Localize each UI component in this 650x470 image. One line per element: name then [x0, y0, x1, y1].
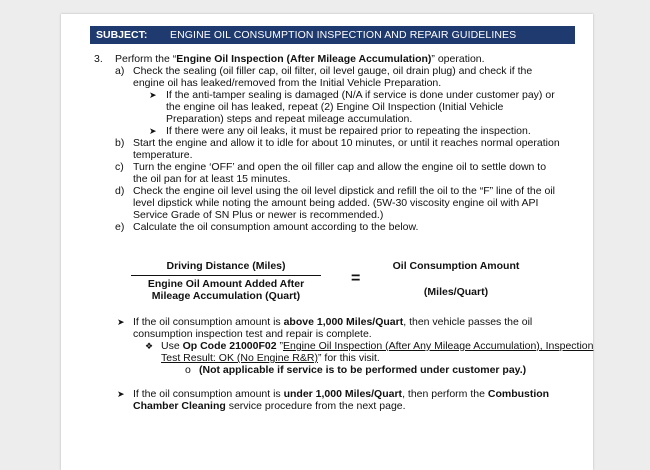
step-number: 3. [94, 53, 103, 65]
item-a-line1: Check the sealing (oil filler cap, oil filter, oil level gauge, oil drain plug) and check if the [133, 65, 533, 77]
arrow-bullet-icon: ➤ [149, 90, 157, 100]
item-e-label: e) [115, 221, 125, 233]
subject-title: ENGINE OIL CONSUMPTION INSPECTION AND REPAIR GUIDELINES [170, 29, 517, 41]
item-c-line1: Turn the engine ‘OFF’ and open the oil filler cap and allow the engine oil to settle down to [133, 161, 547, 173]
step3-operation-name: Engine Oil Inspection (After Mileage Accumulation) [176, 53, 432, 65]
item-c-line2: the oil pan for at least 15 minutes. [133, 173, 291, 185]
item-d-label: d) [115, 185, 125, 197]
circle-bullet-icon: o [185, 364, 191, 376]
diamond-bullet-icon: ❖ [145, 341, 154, 351]
item-a-sub1-line3: Preparation) steps and repeat mileage accumulation. [166, 113, 413, 125]
subject-bar [90, 26, 575, 44]
formula-denominator-line1: Engine Oil Amount Added After [147, 278, 305, 290]
item-c-label: c) [115, 161, 124, 173]
customer-pay-note: (Not applicable if service is to be performed under customer pay.) [199, 364, 527, 376]
item-b-line2: temperature. [133, 149, 193, 161]
formula-result-bottom: (Miles/Quart) [423, 286, 489, 298]
op-code: Op Code 21000F02 [182, 340, 277, 352]
under-line1: If the oil consumption amount is under 1,000 Miles/Quart, then perform the Combustion [133, 388, 550, 400]
item-e-line1: Calculate the oil consumption amount according to the below. [133, 221, 419, 233]
equals-sign: = [351, 270, 361, 287]
formula-result-top: Oil Consumption Amount [392, 260, 520, 272]
arrow-bullet-icon: ➤ [149, 126, 157, 136]
above-line1: If the oil consumption amount is above 1,000 Miles/Quart, then vehicle passes the oil [133, 316, 533, 328]
item-a-sub1-line1: If the anti-tamper sealing is damaged (N/A if service is done under customer pay) or [166, 89, 555, 101]
formula-denominator-line2: Mileage Accumulation (Quart) [151, 290, 301, 302]
item-a-line2: engine oil has leaked/removed from the Initial Vehicle Preparation. [133, 77, 442, 89]
item-d-line3: Service Grade of SN Plus or newer is recommended.) [133, 209, 384, 221]
item-a-sub2: If there were any oil leaks, it must be repaired prior to repeating the inspection. [166, 125, 531, 137]
arrow-bullet-icon: ➤ [117, 317, 125, 327]
above-line2: consumption inspection test and repair is complete. [133, 328, 372, 340]
under-line2: Chamber Cleaning service procedure from the next page. [133, 400, 406, 412]
item-a-label: a) [115, 65, 125, 77]
opcode-line1: Use Op Code 21000F02 ”Engine Oil Inspection (After Any Mileage Accumulation), Inspection [161, 340, 594, 352]
document-page [61, 14, 593, 470]
item-d-line1: Check the engine oil level using the oil level dipstick and refill the oil to the “F” line of the oil [133, 185, 555, 197]
opcode-line2: Test Result: OK (No Engine R&R)” for this visit. [161, 352, 380, 364]
item-a-sub1-line2: the engine oil has leaked, repeat (2) Engine Oil Inspection (Initial Vehicle [166, 101, 504, 113]
arrow-bullet-icon: ➤ [117, 389, 125, 399]
formula-numerator: Driving Distance (Miles) [166, 260, 286, 272]
subject-label: SUBJECT: [96, 29, 148, 41]
step3-heading: Perform the “Engine Oil Inspection (After Mileage Accumulation)” operation. [115, 53, 485, 65]
item-d-line2: level dipstick while noting the amount being added. (5W-30 viscosity engine oil with API [133, 197, 539, 209]
fraction-line [131, 275, 321, 276]
item-b-label: b) [115, 137, 125, 149]
item-b-line1: Start the engine and allow it to idle for about 10 minutes, or until it reaches normal operation [133, 137, 560, 149]
